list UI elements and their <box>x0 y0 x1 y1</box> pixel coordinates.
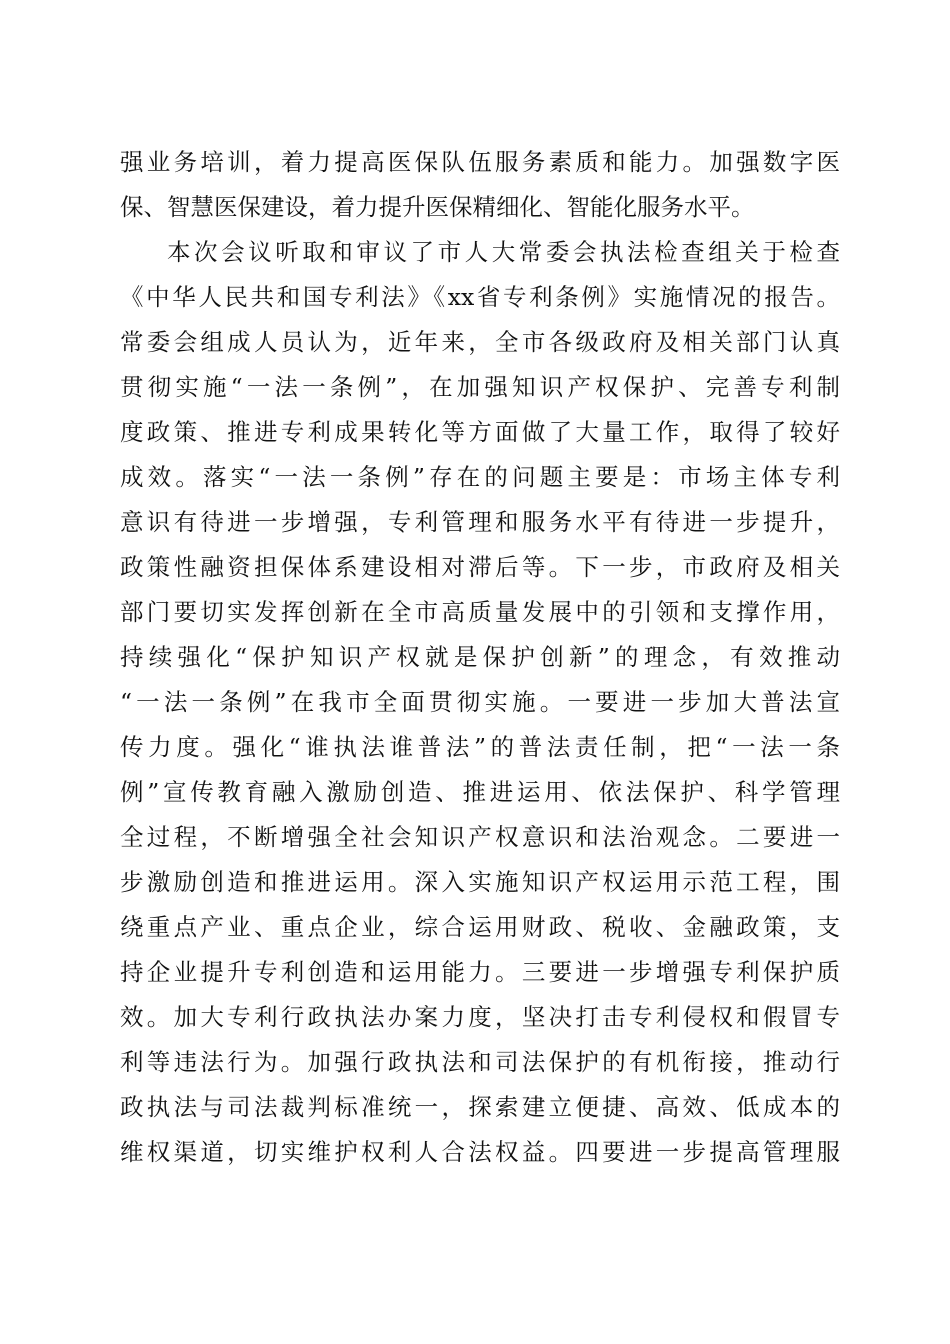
text-line-23: 维权渠道，切实维护权利人合法权益。四要进一步提高管理服 <box>120 1138 840 1166</box>
text-line-20: 效。加大专利行政执法办案力度，坚决打击专利侵权和假冒专 <box>120 1003 840 1031</box>
text-line-4: 《中华人民共和国专利法》《xx省专利条例》实施情况的报告。 <box>120 283 840 311</box>
text-line-9: 意识有待进一步增强，专利管理和服务水平有待进一步提升， <box>120 508 840 536</box>
text-line-22: 政执法与司法裁判标准统一，探索建立便捷、高效、低成本的 <box>120 1093 840 1121</box>
text-line-21: 利等违法行为。加强行政执法和司法保护的有机衔接，推动行 <box>120 1048 840 1076</box>
text-line-3: 本次会议听取和审议了市人大常委会执法检查组关于检查 <box>167 238 840 266</box>
text-line-6: 贯彻实施“一法一条例”，在加强知识产权保护、完善专利制 <box>120 373 840 401</box>
text-line-19: 持企业提升专利创造和运用能力。三要进一步增强专利保护质 <box>120 958 840 986</box>
text-line-2: 保、智慧医保建设，着力提升医保精细化、智能化服务水平。 <box>120 193 755 221</box>
text-line-16: 全过程，不断增强全社会知识产权意识和法治观念。二要进一 <box>120 823 840 851</box>
text-line-17: 步激励创造和推进运用。深入实施知识产权运用示范工程，围 <box>120 868 840 896</box>
body-text <box>120 140 840 1175</box>
text-line-18: 绕重点产业、重点企业，综合运用财政、税收、金融政策，支 <box>120 913 840 941</box>
text-line-12: 持续强化“保护知识产权就是保护创新”的理念，有效推动 <box>120 643 840 671</box>
text-line-1: 强业务培训，着力提高医保队伍服务素质和能力。加强数字医 <box>120 148 840 176</box>
text-line-7: 度政策、推进专利成果转化等方面做了大量工作，取得了较好 <box>120 418 840 446</box>
text-line-13: “一法一条例”在我市全面贯彻实施。一要进一步加大普法宣 <box>120 688 840 716</box>
text-line-5: 常委会组成人员认为，近年来，全市各级政府及相关部门认真 <box>120 328 840 356</box>
text-line-14: 传力度。强化“谁执法谁普法”的普法责任制，把“一法一条 <box>120 733 840 761</box>
text-line-15: 例”宣传教育融入激励创造、推进运用、依法保护、科学管理 <box>120 778 840 806</box>
text-line-8: 成效。落实“一法一条例”存在的问题主要是：市场主体专利 <box>120 463 840 491</box>
text-line-10: 政策性融资担保体系建设相对滞后等。下一步，市政府及相关 <box>120 553 840 581</box>
text-line-11: 部门要切实发挥创新在全市高质量发展中的引领和支撑作用， <box>120 598 840 626</box>
